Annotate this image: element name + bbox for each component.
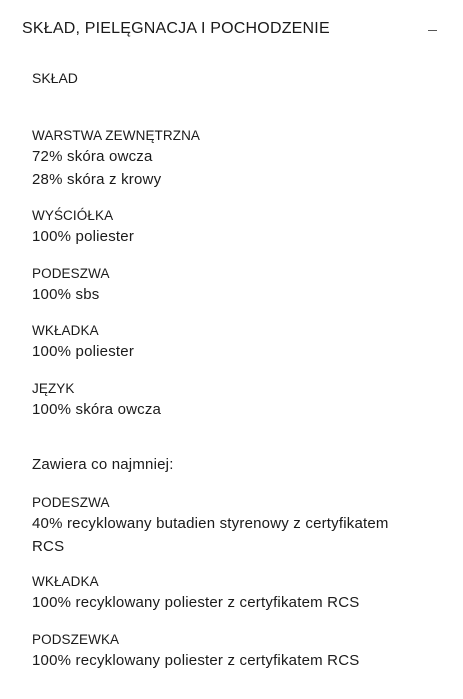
accordion-header[interactable] (0, 0, 463, 60)
group-value: 100% sbs (32, 286, 100, 303)
group-label-lining: WYŚCIÓŁKA (32, 208, 114, 223)
group-value: 100% poliester (32, 228, 135, 245)
group-value: 100% recyklowany poliester z certyfikatem RCS (32, 594, 360, 611)
group-label-outer-layer: WARSTWA ZEWNĘTRZNA (32, 128, 201, 143)
group-value: 100% recyklowany poliester z certyfikatem RCS (32, 652, 360, 669)
group-label-recycled-sole: PODESZWA (32, 495, 110, 510)
sustainability-intro: Zawiera co najmniej: (32, 456, 174, 473)
group-label-recycled-lining: PODSZEWKA (32, 632, 120, 647)
group-value: 72% skóra owcza (32, 148, 153, 165)
group-label-tongue: JĘZYK (32, 381, 75, 396)
group-value: 100% skóra owcza (32, 401, 162, 418)
group-label-recycled-insole: WKŁADKA (32, 574, 99, 589)
composition-heading: SKŁAD (32, 70, 78, 86)
group-label-sole: PODESZWA (32, 266, 110, 281)
group-value: 40% recyklowany butadien styrenowy z certyfikatem (32, 515, 389, 532)
minus-icon[interactable] (426, 20, 440, 40)
group-value: 100% poliester (32, 343, 135, 360)
group-value: 28% skóra z krowy (32, 171, 162, 188)
accordion-title: SKŁAD, PIELĘGNACJA I POCHODZENIE (22, 20, 330, 37)
group-value: RCS (32, 538, 65, 555)
group-label-insole: WKŁADKA (32, 323, 99, 338)
